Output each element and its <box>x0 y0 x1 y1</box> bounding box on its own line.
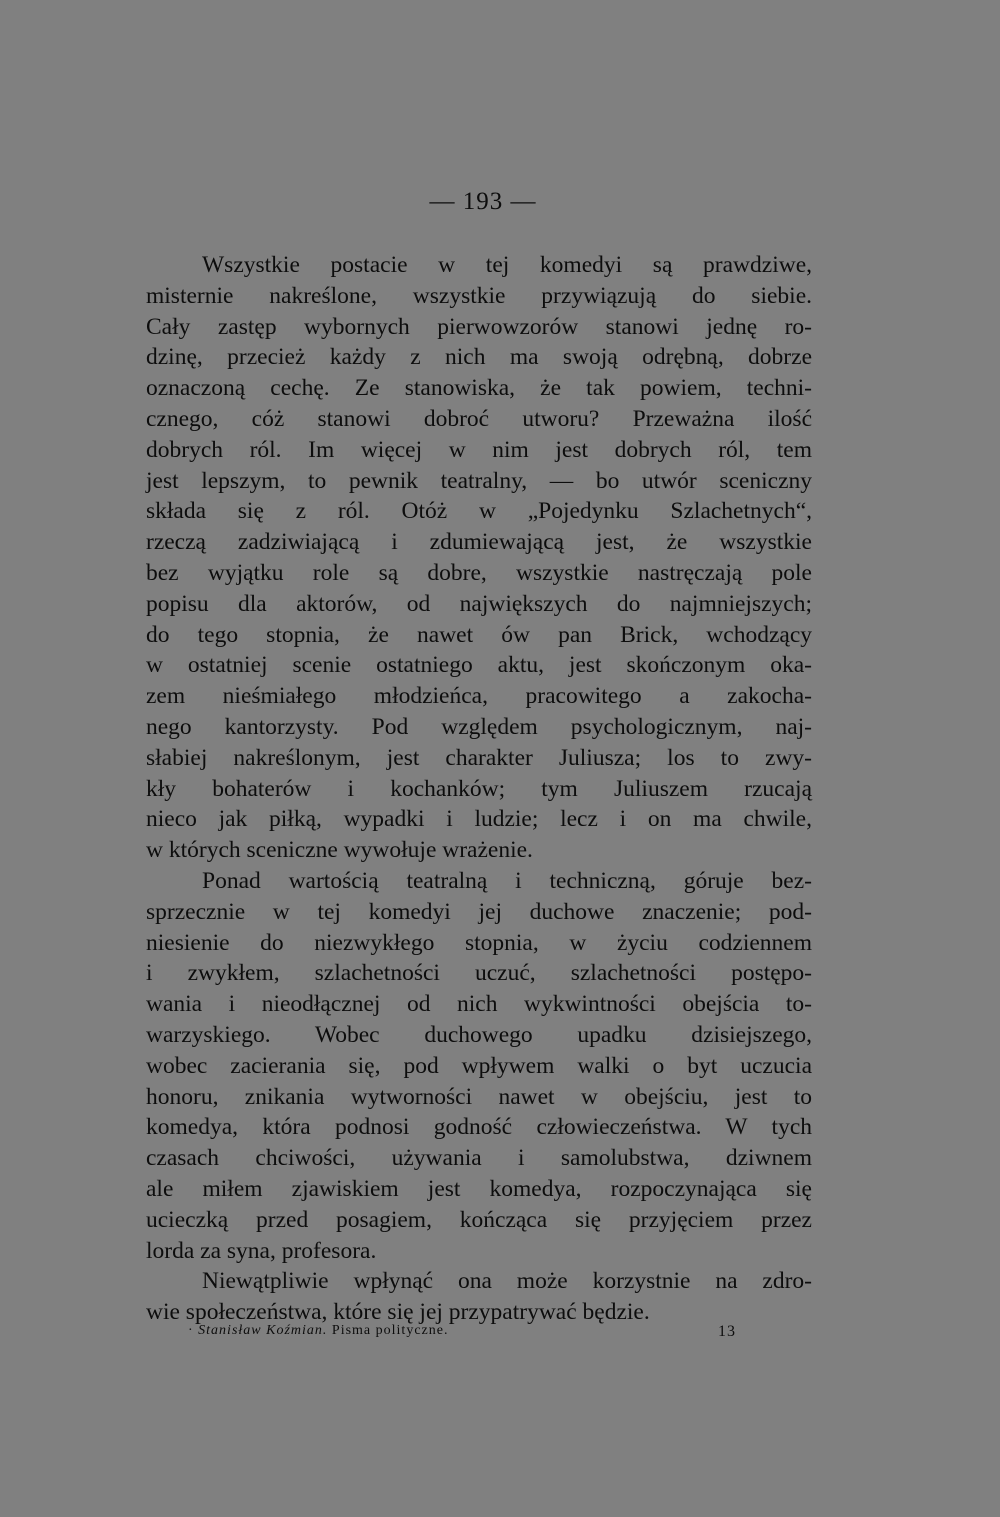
text-line: popisu dla aktorów, od największych do najmniejszych; <box>146 590 812 617</box>
page-footer <box>188 1323 736 1345</box>
text-line: Niewątpliwie wpłynąć ona może korzystnie na zdro- <box>202 1268 812 1295</box>
footer-author: Stanisław Koźmian. <box>198 1323 328 1338</box>
page-number: — 193 — <box>429 188 537 215</box>
text-line: bez wyjątku role są dobre, wszystkie nastręczają pole <box>146 559 812 586</box>
body-text <box>146 250 812 1328</box>
text-line: wie społeczeństwa, które się jej przypatrywać będzie. <box>146 1299 650 1326</box>
footer-work-title: Pisma polityczne. <box>331 1323 449 1338</box>
text-line: lorda za syna, profesora. <box>146 1237 377 1264</box>
footer-bullet: · <box>188 1323 194 1338</box>
text-line: zem nieśmiałego młodzieńca, pracowitego a zakocha- <box>146 683 812 710</box>
text-line: sprzecznie w tej komedyi jej duchowe znaczenie; pod- <box>146 898 812 925</box>
text-line: w których sceniczne wywołuje wrażenie. <box>146 837 533 864</box>
text-line: dzinę, przecież każdy z nich ma swoją odrębną, dobrze <box>146 344 812 371</box>
text-line: misternie nakreślone, wszystkie przywiązują do siebie. <box>146 282 812 309</box>
text-line: wania i nieodłącznej od nich wykwintności obejścia to- <box>146 991 812 1018</box>
text-line: Cały zastęp wybornych pierwowzorów stanowi jednę ro- <box>146 313 812 340</box>
text-line: ucieczką przed posagiem, kończąca się przyjęciem przez <box>146 1206 812 1233</box>
text-line: oznaczoną cechę. Ze stanowiska, że tak powiem, techni- <box>146 375 812 402</box>
text-line: kły bohaterów i kochanków; tym Juliuszem rzucają <box>146 775 812 802</box>
text-line: składa się z ról. Otóż w „Pojedynku Szlachetnych“, <box>146 498 812 525</box>
text-line: czasach chciwości, używania i samolubstwa, dziwnem <box>146 1145 812 1172</box>
text-line: dobrych ról. Im więcej w nim jest dobrych ról, tem <box>146 436 812 463</box>
text-line: Ponad wartością teatralną i techniczną, góruje bez- <box>202 867 812 894</box>
text-line: komedya, która podnosi godność człowieczeństwa. W tych <box>146 1114 812 1141</box>
footer-signature <box>188 1323 448 1339</box>
text-line: nieco jak piłką, wypadki i ludzie; lecz i on ma chwile, <box>146 806 812 833</box>
text-line: rzeczą zadziwiającą i zdumiewającą jest, że wszystkie <box>146 529 812 556</box>
text-line: Wszystkie postacie w tej komedyi są prawdziwe, <box>202 252 812 278</box>
text-line: do tego stopnia, że nawet ów pan Brick, wchodzący <box>146 621 812 648</box>
text-line: wobec zacierania się, pod wpływem walki o byt uczucia <box>146 1052 812 1079</box>
text-line: słabiej nakreślonym, jest charakter Juliusza; los to zwy- <box>146 744 812 771</box>
text-line: niesienie do niezwykłego stopnia, w życiu codziennem <box>146 929 812 956</box>
text-line: i zwykłem, szlachetności uczuć, szlachetności postępo- <box>146 960 812 987</box>
text-line: warzyskiego. Wobec duchowego upadku dzisiejszego, <box>146 1021 812 1048</box>
text-line: w ostatniej scenie ostatniego aktu, jest skończonym oka- <box>146 652 812 679</box>
text-line: nego kantorzysty. Pod względem psychologicznym, naj- <box>146 713 812 740</box>
text-line: honoru, znikania wytworności nawet w obejściu, jest to <box>146 1083 812 1110</box>
text-line: ale miłem zjawiskiem jest komedya, rozpoczynająca się <box>146 1175 812 1202</box>
text-line: cznego, cóż stanowi dobroć utworu? Przeważna ilość <box>146 405 812 432</box>
text-line: jest lepszym, to pewnik teatralny, — bo utwór sceniczny <box>146 467 812 494</box>
footer-sheet-number: 13 <box>718 1323 736 1340</box>
